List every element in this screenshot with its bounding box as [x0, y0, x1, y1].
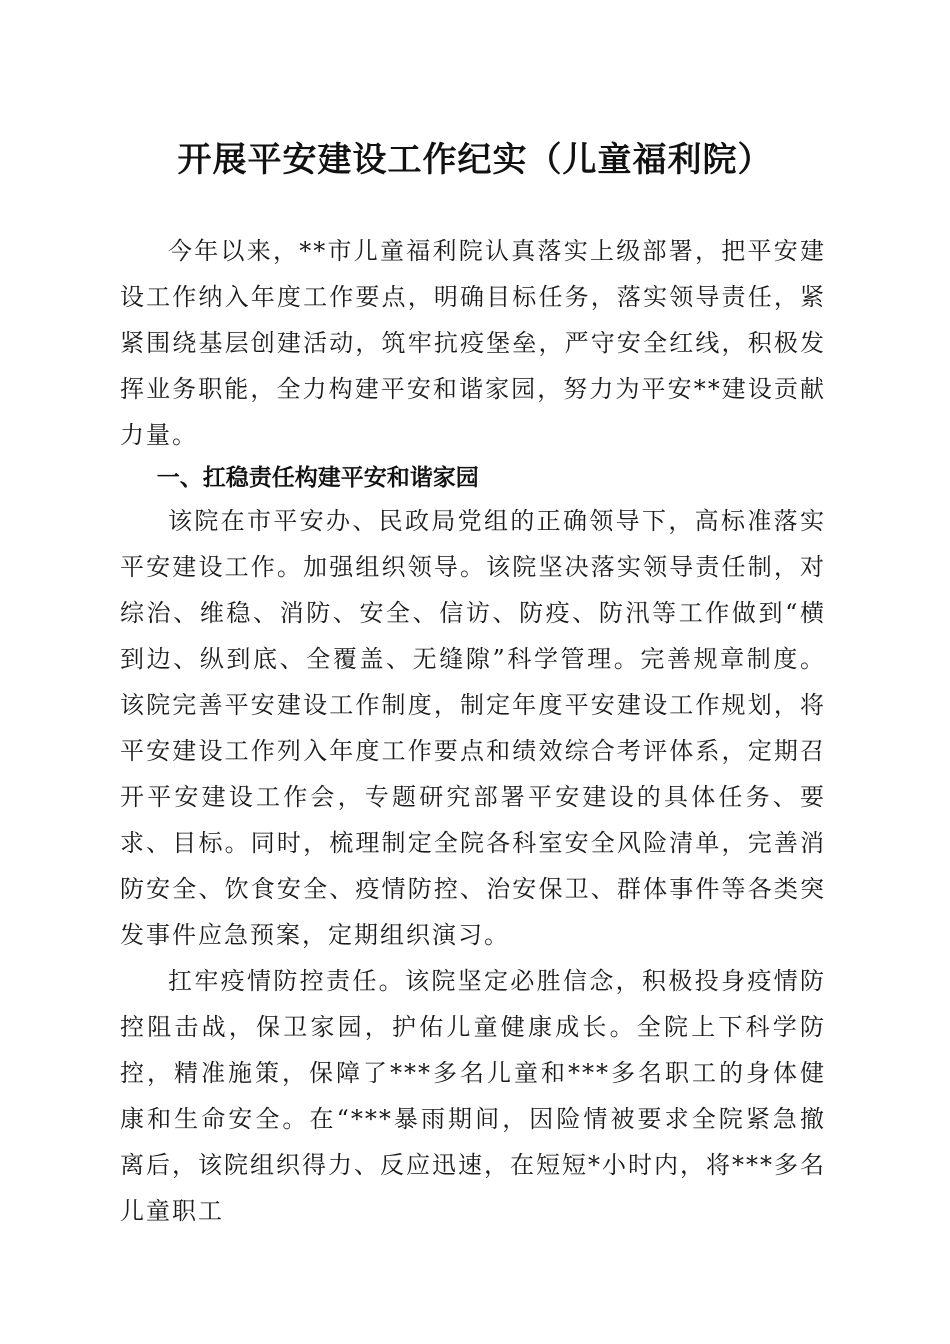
document-body [120, 228, 826, 1234]
intro-paragraph: 今年以来，**市儿童福利院认真落实上级部署，把平安建设工作纳入年度工作要点，明确目标任务，落实领导责任，紧紧围绕基层创建活动，筑牢抗疫堡垒，严守安全红线，积极发挥业务职能，全力构建平安和谐家园，努力为平安**建设贡献力量。 [120, 237, 826, 449]
section-heading: 一、扛稳责任构建平安和谐家园 [156, 465, 479, 491]
document-title: 开展平安建设工作纪实（儿童福利院） [177, 140, 773, 180]
section-paragraph: 扛牢疫情防控责任。该院坚定必胜信念，积极投身疫情防控阻击战，保卫家园，护佑儿童健康成长。全院上下科学防控，精准施策，保障了***多名儿童和***多名职工的身体健康和生命安全。在“***暴雨期间，因险情被要求全院紧急撤离后，该院组织得力、反应迅速，在短短*小时内，将***多名儿童职工 [120, 967, 826, 1225]
section-paragraph: 该院在市平安办、民政局党组的正确领导下，高标准落实平安建设工作。加强组织领导。该院坚决落实领导责任制，对综治、维稳、消防、安全、信访、防疫、防汛等工作做到“横到边、纵到底、全覆盖、无缝隙”科学管理。完善规章制度。该院完善平安建设工作制度，制定年度平安建设工作规划，将平安建设工作列入年度工作要点和绩效综合考评体系，定期召开平安建设工作会，专题研究部署平安建设的具体任务、要求、目标。同时，梳理制定全院各科室安全风险清单，完善消防安全、饮食安全、疫情防控、治安保卫、群体事件等各类突发事件应急预案，定期组织演习。 [120, 507, 826, 949]
